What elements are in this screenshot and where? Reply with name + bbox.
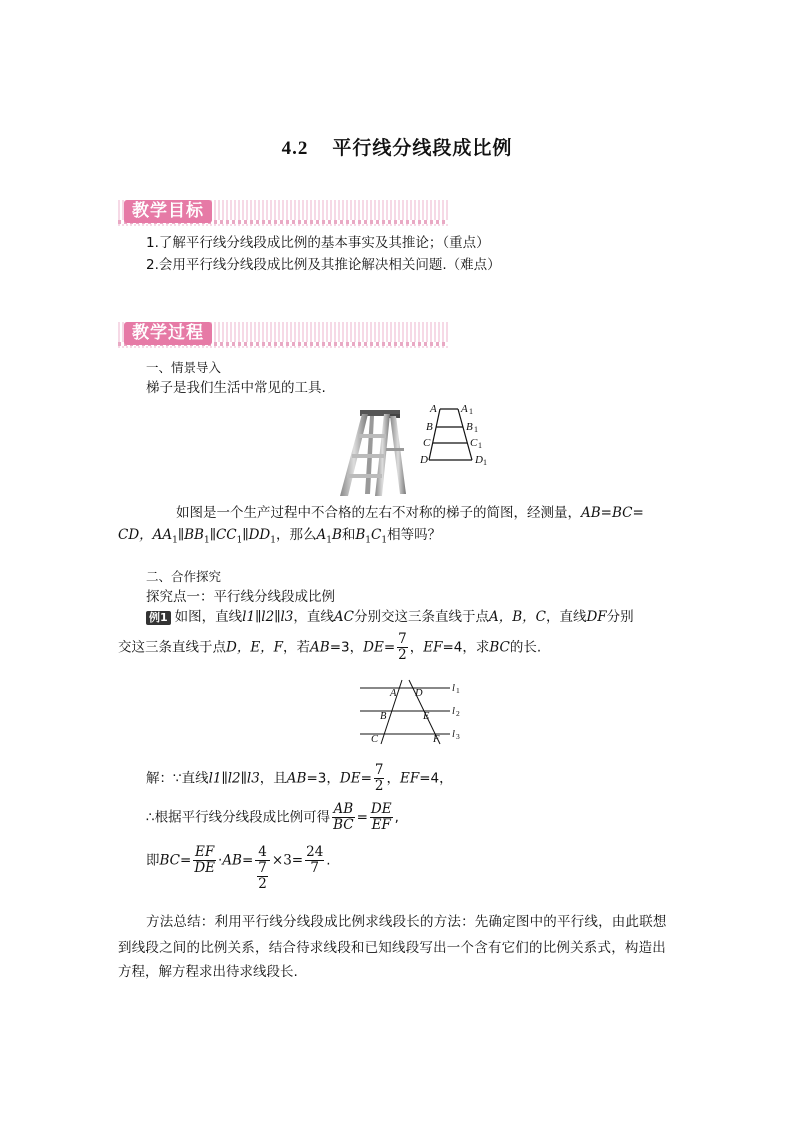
ex-text: =3， bbox=[329, 639, 364, 656]
sol-text: ， bbox=[386, 770, 400, 787]
num: DE bbox=[370, 801, 392, 817]
sol-ef: EF bbox=[399, 770, 420, 787]
ex-text: = bbox=[383, 639, 396, 656]
sol-text: =3， bbox=[306, 770, 340, 787]
ex-text: ，直线 bbox=[293, 609, 334, 625]
num: EF bbox=[195, 844, 215, 860]
q-b2: B bbox=[355, 527, 366, 543]
title-text: 平行线分线段成比例 bbox=[332, 137, 513, 159]
den: DE bbox=[194, 860, 216, 876]
ex-df: DF bbox=[586, 609, 607, 625]
q-cc: ∥CC bbox=[209, 527, 237, 543]
label-e: E bbox=[423, 711, 430, 722]
fraction-24-7 bbox=[305, 845, 324, 876]
ex-text: 分别交这三条直线于点 bbox=[353, 609, 489, 625]
ex-text: =4，求 bbox=[442, 639, 490, 656]
sol-text: ，且 bbox=[259, 770, 287, 787]
label-c1: C bbox=[470, 437, 478, 449]
sol-text: · bbox=[218, 852, 223, 869]
ladder-right-rail bbox=[458, 409, 472, 460]
ex-text: 的长. bbox=[509, 639, 542, 656]
sub: 1 bbox=[270, 535, 276, 546]
q-cd-aa: CD，AA bbox=[118, 527, 173, 543]
solution-line3 bbox=[146, 845, 331, 892]
summary-line2: 到线段之间的比例关系，结合待求线段和已知线段写出一个含有它们的比例关系式，构造出 bbox=[118, 940, 666, 956]
explore-point1: 探究点一：平行线分线段成比例 bbox=[146, 589, 335, 605]
sol-ab: AB bbox=[222, 852, 242, 869]
ex-ef: EF bbox=[423, 639, 443, 656]
sub: 1 bbox=[236, 535, 243, 546]
label-b: B bbox=[426, 421, 433, 433]
q-bb: ∥BB bbox=[177, 527, 204, 543]
sub: 1 bbox=[365, 535, 372, 546]
sub-c1: 1 bbox=[478, 441, 482, 450]
sol-text: = bbox=[360, 770, 372, 787]
q-a: A bbox=[316, 527, 327, 543]
parallel-lines-diagram bbox=[355, 678, 470, 748]
page-title bbox=[0, 133, 794, 160]
ex-text: ， bbox=[409, 639, 424, 656]
sol-text: ×3= bbox=[271, 852, 304, 869]
ladder-left-rail bbox=[429, 409, 440, 460]
ex-abc: A，B，C bbox=[488, 609, 546, 625]
q-c: C bbox=[371, 527, 382, 543]
label-l2: l bbox=[452, 706, 455, 717]
label-a1: A bbox=[461, 403, 468, 415]
label-b: B bbox=[380, 711, 387, 722]
label-l1: l bbox=[452, 683, 455, 694]
ex-text: 分别 bbox=[606, 609, 634, 625]
intro-question-line2 bbox=[118, 525, 441, 551]
sol-text: ∴根据平行线分线段成比例可得 bbox=[146, 809, 331, 826]
den: BC bbox=[333, 817, 354, 833]
intro-line: 梯子是我们生活中常见的工具. bbox=[146, 380, 326, 396]
num: AB bbox=[333, 801, 354, 817]
num: 7 bbox=[258, 860, 267, 876]
sub-d1: 1 bbox=[483, 458, 487, 467]
sub-l2: 2 bbox=[456, 709, 460, 718]
ex-ab: AB bbox=[310, 639, 330, 656]
title-number: 4.2 bbox=[281, 138, 309, 159]
ex-text: 如图，直线 bbox=[174, 609, 243, 625]
inner-frac bbox=[256, 861, 269, 892]
explore-heading: 二、合作探究 bbox=[146, 569, 222, 584]
q-dd: ∥DD bbox=[242, 527, 271, 543]
section-goals-label: 教学目标 bbox=[124, 200, 212, 223]
sol-bc: BC bbox=[159, 852, 181, 869]
q-then: ，那么 bbox=[275, 527, 317, 543]
label-l3: l bbox=[452, 729, 455, 740]
example-badge: 例1 bbox=[146, 611, 171, 625]
den: EF bbox=[371, 817, 391, 833]
ex-text: ，直线 bbox=[545, 609, 587, 625]
ex-lines: l1∥l2∥l3 bbox=[242, 609, 294, 625]
solution-line2: ∴根据平行线分线段成比例可得 $\frac{AB}{BC}$ = $\frac{DE}{EF}$ , bbox=[146, 801, 399, 833]
sol-lines: l1∥l2∥l3 bbox=[208, 770, 260, 787]
q-ab: AB=BC= bbox=[581, 505, 644, 521]
label-a: A bbox=[430, 403, 437, 415]
section-goals-banner bbox=[118, 200, 448, 226]
example-line1 bbox=[146, 607, 634, 627]
goal-item-1: 1.了解平行线分线段成比例的基本事实及其推论；（重点） bbox=[146, 235, 490, 251]
num: 24 bbox=[306, 844, 324, 860]
label-d: D bbox=[420, 454, 428, 466]
sol-ab: AB bbox=[286, 770, 307, 787]
sub-l3: 3 bbox=[456, 732, 460, 741]
ex-de: DE bbox=[363, 639, 384, 656]
sol-text: , bbox=[394, 809, 399, 826]
sol-text: = bbox=[180, 852, 192, 869]
sub-a1: 1 bbox=[469, 407, 473, 416]
num: 4 bbox=[258, 844, 267, 860]
label-d: D bbox=[415, 688, 423, 699]
sol-text: . bbox=[326, 852, 331, 869]
fraction-7-2 bbox=[374, 763, 385, 794]
sol-text: 解：∵直线 bbox=[146, 770, 209, 787]
ex-ac: AC bbox=[333, 609, 354, 625]
sol-text: 即 bbox=[146, 852, 160, 869]
fraction-de-ef bbox=[370, 802, 393, 833]
sub-l1: 1 bbox=[456, 686, 460, 695]
ladder-diagram bbox=[420, 400, 500, 475]
intro-heading: 一、情景导入 bbox=[146, 360, 222, 375]
ladder-photo bbox=[330, 408, 410, 498]
label-f: F bbox=[433, 734, 440, 745]
fraction-7-2 bbox=[397, 632, 408, 663]
sub: 1 bbox=[326, 535, 332, 546]
q-equal: 相等吗？ bbox=[387, 527, 442, 543]
fraction-ab-bc bbox=[332, 802, 355, 833]
sol-de: DE bbox=[339, 770, 361, 787]
den: 7 bbox=[305, 860, 324, 876]
fraction-ef-de bbox=[193, 845, 216, 876]
q-b: B bbox=[331, 527, 342, 543]
label-c: C bbox=[423, 437, 431, 449]
num: 7 bbox=[374, 762, 384, 778]
label-c: C bbox=[371, 734, 379, 745]
q-and: 和 bbox=[341, 527, 356, 543]
label-b1: B bbox=[466, 421, 473, 433]
ex-text: ，若 bbox=[283, 639, 311, 656]
section-process-banner bbox=[118, 322, 448, 348]
den: 2 bbox=[398, 647, 407, 663]
sub-b1: 1 bbox=[474, 425, 478, 434]
den: 2 bbox=[374, 778, 384, 794]
sub: 1 bbox=[381, 535, 388, 546]
summary-line3: 方程，解方程求出待求线段长. bbox=[118, 964, 298, 980]
fraction-4-over-7-2 bbox=[255, 845, 270, 892]
summary-line1: 方法总结：利用平行线分线段成比例求线段长的方法：先确定图中的平行线，由此联想 bbox=[146, 914, 667, 930]
ex-text: 交这三条直线于点 bbox=[118, 639, 226, 656]
label-d1: D bbox=[475, 454, 483, 466]
num: 7 bbox=[398, 631, 407, 647]
goal-item-2: 2.会用平行线分线段成比例及其推论解决相关问题.（难点） bbox=[146, 257, 501, 273]
sol-text: =4， bbox=[419, 770, 453, 787]
intro-question-line1 bbox=[176, 503, 644, 523]
sub: 1 bbox=[203, 535, 210, 546]
sol-text: = bbox=[241, 852, 254, 869]
solution-line1 bbox=[146, 763, 453, 794]
den: 2 bbox=[258, 876, 267, 892]
q-text: 如图是一个生产过程中不合格的左右不对称的梯子的简图，经测量， bbox=[176, 505, 581, 521]
ex-def: D，E，F bbox=[226, 639, 284, 656]
ex-bc: BC bbox=[489, 639, 510, 656]
sub: 1 bbox=[172, 535, 178, 546]
section-process-label: 教学过程 bbox=[124, 322, 212, 345]
den-7-2 bbox=[255, 860, 270, 892]
example-line2 bbox=[118, 632, 541, 663]
label-a: A bbox=[390, 688, 397, 699]
